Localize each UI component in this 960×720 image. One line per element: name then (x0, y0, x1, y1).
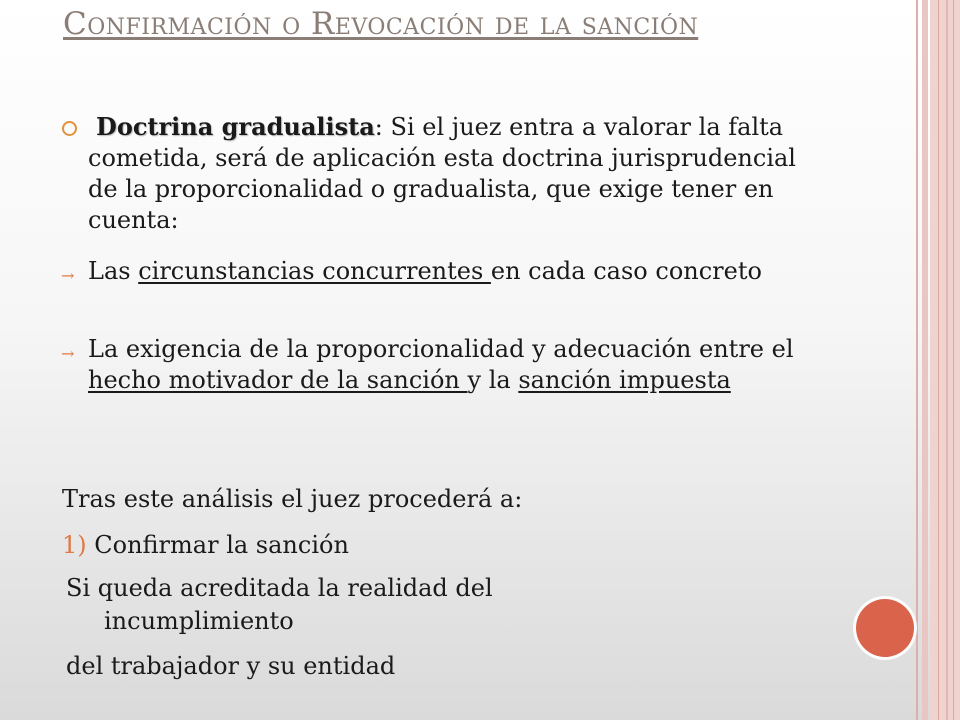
text: Las (88, 257, 139, 285)
stripe (953, 0, 954, 720)
stripe (930, 0, 960, 720)
fact-underlined: hecho motivador de la sanción (88, 366, 468, 394)
sanction-underlined: sanción impuesta (518, 366, 731, 394)
stripe (916, 0, 918, 720)
condition-line-3: del trabajador y su entidad (66, 652, 396, 680)
right-decorative-stripes (916, 0, 960, 720)
text: y la (467, 366, 519, 394)
step-text: Confirmar la sanción (86, 531, 349, 559)
stripe (946, 0, 948, 720)
circumstances-paragraph (88, 256, 778, 287)
circumstances-underlined: circunstancias concurrentes (138, 257, 491, 285)
decorative-circle (856, 599, 914, 657)
step-number: 1) (62, 531, 87, 559)
circle-bullet-icon (62, 121, 77, 136)
proportionality-paragraph (88, 334, 828, 396)
stripe (922, 0, 928, 720)
step-1-line (62, 530, 822, 561)
arrow-bullet-icon: → (61, 344, 75, 363)
doctrine-paragraph (88, 111, 828, 236)
stripe (938, 0, 939, 720)
text: La exigencia de la proporcionalidad y adecuación entre el (88, 335, 794, 363)
arrow-bullet-icon: → (61, 266, 75, 285)
analysis-line: Tras este análisis el juez procederá a: (62, 485, 523, 513)
doctrine-text: : Si el juez entra a valorar la falta cometida, será de aplicación esta doctrina jurisprudencial de la proporcionalidad o gradualista, que exige tener en cuenta: (88, 113, 796, 234)
doctrine-term: Doctrina gradualista (96, 112, 375, 141)
text: en cada caso concreto (490, 257, 762, 285)
condition-line-1: Si queda acreditada la realidad del (66, 574, 493, 602)
condition-line-2: incumplimiento (104, 607, 294, 635)
slide-title: Confirmación o Revocación de la sanción (63, 6, 699, 42)
